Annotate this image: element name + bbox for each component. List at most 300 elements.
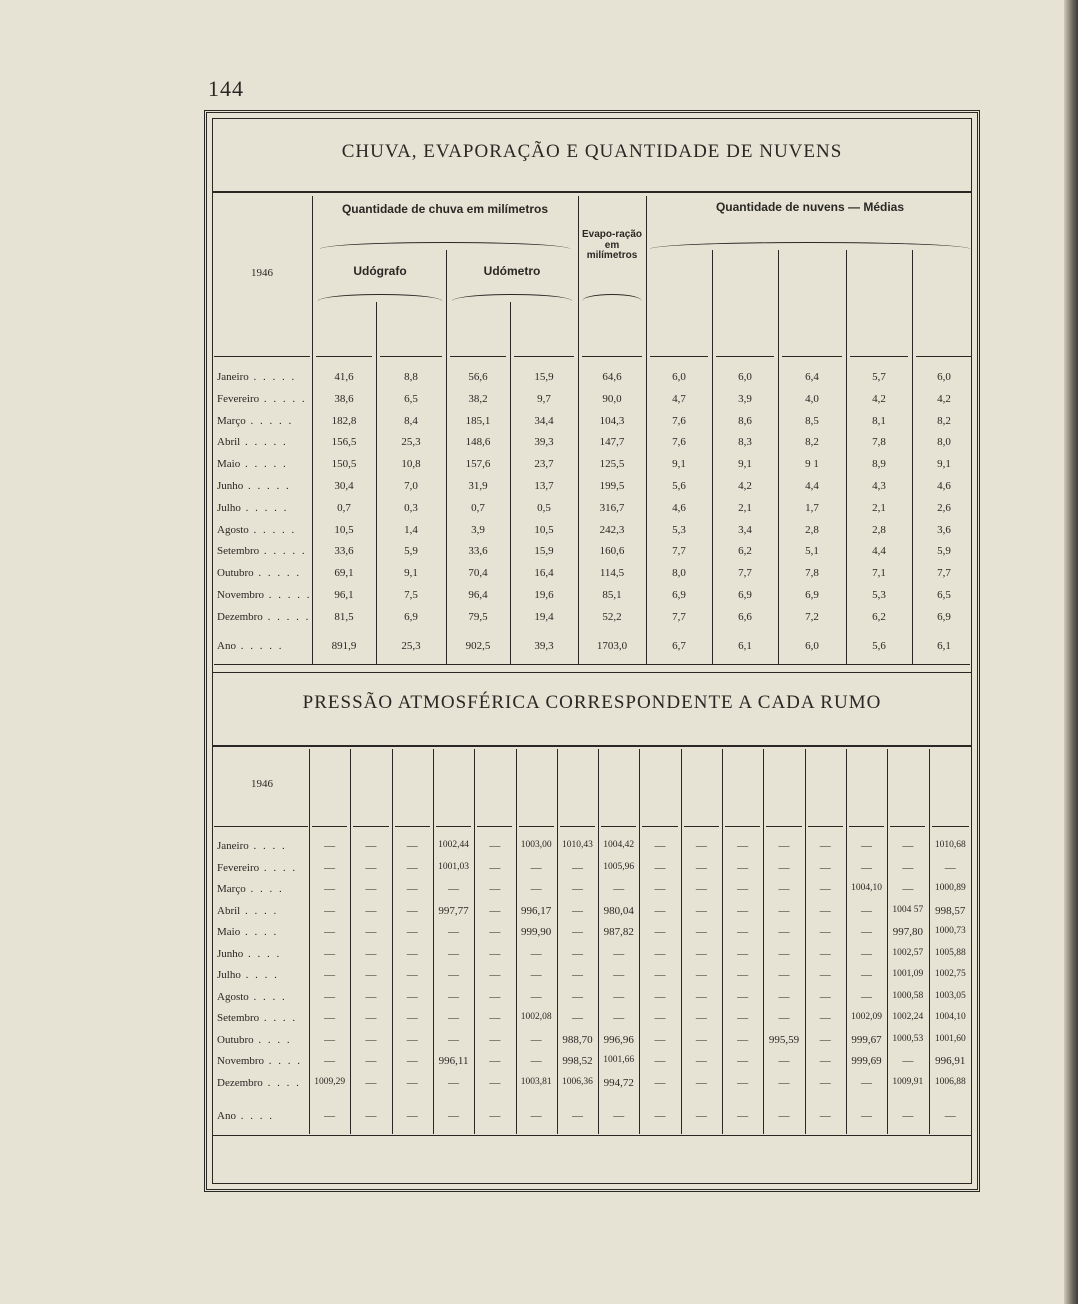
table2-cell: —: [737, 926, 749, 938]
table1-cell: 15,9: [534, 371, 554, 383]
table1-col-line: [778, 250, 779, 664]
table2-cell: —: [489, 969, 501, 981]
table1-cell: 81,5: [334, 610, 354, 623]
table2-cell: —: [530, 1033, 542, 1046]
table2-cell: —: [613, 883, 625, 895]
leader-dots: . . . .: [248, 990, 287, 1003]
table1-cell: 8,5: [805, 414, 819, 427]
table1-cell: 25,3: [401, 436, 421, 449]
table2-row-label: [217, 991, 307, 1003]
table2-col-line: [474, 749, 475, 1134]
table2-cell: 1000,58: [892, 990, 924, 1001]
table1-cell: 147,7: [599, 436, 625, 449]
month-label: Janeiro: [217, 371, 249, 383]
table1-cell: 199,5: [599, 480, 625, 492]
table1-head-rule: [650, 356, 708, 357]
table1-cell: 185,1: [465, 414, 491, 427]
table1-cell: 6,9: [404, 610, 418, 623]
table2-cell: —: [571, 926, 583, 938]
month-label: Junho: [217, 947, 244, 960]
table2-cell: —: [819, 1012, 831, 1024]
table2-cell: —: [365, 883, 377, 895]
table1-cell: 34,4: [534, 414, 554, 427]
table2-cell: —: [737, 840, 749, 852]
table2-cell: 1000,73: [934, 926, 966, 936]
table1-cell: 2,8: [805, 523, 819, 536]
table1-cell: 5,3: [672, 523, 686, 536]
table2-cell: —: [324, 1110, 336, 1122]
table2-cell: —: [530, 1055, 542, 1067]
table1-cell: 6,0: [738, 371, 752, 383]
table2-cell: —: [406, 1012, 418, 1024]
table2-row-label: [217, 905, 307, 917]
table2-head-rule: [353, 826, 388, 827]
table2-col-line: [681, 749, 682, 1134]
table2-cell: —: [778, 1055, 790, 1067]
leader-dots: . . . . .: [253, 567, 302, 580]
table2-year: 1946: [251, 778, 273, 790]
table1-cell: 38,2: [468, 392, 488, 405]
table2-cell: 994,72: [603, 1076, 634, 1089]
table2-cell: —: [530, 990, 542, 1003]
table1-cell: 8,2: [805, 436, 819, 449]
table2-cell: —: [654, 904, 666, 917]
table2-cell: —: [737, 1055, 749, 1067]
table2-cell: 1004,10: [851, 883, 882, 893]
table2-cell: —: [448, 969, 460, 981]
rain-group-header: Quantidade de chuva em milímetros: [341, 202, 549, 216]
table2-col-line: [846, 749, 847, 1134]
table1-cell: 160,6: [599, 545, 625, 558]
table1-head-rule: [450, 356, 506, 357]
table2-cell: —: [819, 1033, 831, 1046]
table2-cell: —: [819, 883, 831, 895]
leader-dots: . . . .: [259, 1012, 298, 1024]
table1-cell: 7,7: [937, 567, 951, 580]
table1-cell: 8,1: [872, 414, 886, 427]
table2-cell: —: [489, 947, 501, 960]
leader-dots: . . . . .: [243, 480, 291, 492]
table1-row-label: [217, 458, 309, 470]
table1-cell: 125,5: [599, 458, 625, 471]
table1-cell: 5,3: [872, 589, 886, 601]
table1-cell: 9,1: [937, 458, 951, 471]
table1-cell: 9,1: [672, 458, 686, 471]
table1-row-label: [217, 480, 309, 492]
table2-cell: —: [530, 969, 542, 981]
table2-cell: 1004,10: [934, 1012, 966, 1022]
table1-col-line: [912, 250, 913, 664]
table2-cell: —: [654, 947, 666, 960]
table2-cell: 1001,60: [934, 1033, 966, 1044]
table2-cell: —: [406, 904, 418, 917]
table2-cell: —: [944, 1110, 956, 1122]
udografo-header: Udógrafo: [353, 264, 407, 278]
table1-cell: 6,9: [937, 610, 951, 623]
table1-cell: 33,6: [334, 545, 354, 558]
table1-row-label: [217, 393, 309, 405]
table2-cell: —: [571, 990, 583, 1003]
table1-cell: 96,1: [334, 589, 354, 601]
table2-cell: —: [324, 840, 336, 852]
leader-dots: . . . .: [245, 883, 284, 895]
table2-cell: —: [324, 947, 336, 960]
table2-cell: —: [406, 1055, 418, 1067]
table1-row-label: [217, 640, 309, 652]
table2-cell: 997,77: [438, 904, 469, 917]
table2-cell: —: [365, 990, 377, 1003]
table1-cell: 6,5: [404, 392, 418, 405]
table2-cell: —: [861, 1076, 873, 1089]
table2-cell: —: [406, 947, 418, 960]
table1-cell: 8,6: [738, 414, 752, 427]
table2-cell: 1010,68: [934, 840, 966, 850]
table2-cell: —: [324, 904, 336, 917]
table2-cell: —: [695, 861, 707, 874]
table2-cell: 1000,89: [934, 883, 966, 893]
table1-cell: 7,7: [738, 567, 752, 580]
table1-cell: 7,8: [805, 567, 819, 580]
month-label: Março: [217, 414, 246, 427]
table2-cell: —: [530, 883, 542, 895]
table1-cell: 9 1: [805, 458, 819, 471]
table2-col-line: [763, 749, 764, 1134]
table2-cell: —: [778, 883, 790, 895]
table1-head-rule: [380, 356, 442, 357]
table2-cell: —: [489, 1012, 501, 1024]
table2-cell: —: [406, 861, 418, 874]
table2-cell: —: [654, 840, 666, 852]
table1-cell: 1,4: [404, 523, 418, 536]
table2-head-rule: [519, 826, 554, 827]
table2-cell: —: [861, 861, 873, 874]
leader-dots: . . . . .: [264, 589, 312, 601]
table2-cell: —: [695, 1076, 707, 1089]
table1-row-label: [217, 545, 309, 557]
table1-cell: 7,6: [672, 436, 686, 449]
leader-dots: . . . .: [259, 861, 298, 874]
rain-brace: [320, 242, 570, 249]
table1-cell: 6,6: [738, 610, 752, 623]
leader-dots: . . . .: [248, 840, 287, 852]
table2-cell: 1006,88: [934, 1076, 966, 1087]
table2-cell: 1002,57: [892, 947, 924, 958]
table1-cell: 0,7: [471, 501, 485, 514]
leader-dots: . . . .: [262, 1076, 301, 1089]
table2-cell: —: [778, 990, 790, 1003]
table2-cell: 1005,96: [603, 861, 635, 872]
table2-cell: —: [448, 947, 460, 960]
table2-col-line: [639, 749, 640, 1134]
table2-cell: —: [695, 1055, 707, 1067]
table2-cell: —: [695, 883, 707, 895]
table2-cell: —: [654, 1055, 666, 1067]
table2-cell: —: [695, 969, 707, 981]
table1-cell: 10,5: [334, 523, 354, 536]
clouds-brace: [650, 242, 970, 249]
table1-cell: 6,9: [738, 589, 752, 601]
table2-cell: —: [448, 1076, 460, 1089]
table1-cell: 0,3: [404, 501, 418, 514]
table2-cell: —: [448, 1012, 460, 1024]
table2-head-rule: [684, 826, 719, 827]
table2-cell: —: [819, 990, 831, 1003]
leader-dots: . . . . .: [259, 545, 307, 558]
table1-cell: 242,3: [599, 523, 625, 536]
table2-cell: —: [571, 1110, 583, 1122]
table1-cell: 6,9: [805, 589, 819, 601]
table2-cell: —: [406, 1033, 418, 1046]
month-label: Maio: [217, 458, 241, 471]
table1-bottom-rule: [214, 664, 970, 665]
month-label: Ano: [217, 1110, 236, 1122]
table2-head-rule: [932, 826, 970, 827]
table2-cell: —: [695, 904, 707, 917]
table1-cell: 9,7: [537, 392, 551, 405]
table2-head-rule: [312, 826, 347, 827]
table1-cell: 1703,0: [596, 640, 628, 652]
table2-cell: —: [695, 926, 707, 938]
table2-head-rule: [808, 826, 843, 827]
table2-cell: —: [654, 1110, 666, 1122]
table1-cell: 8,2: [937, 414, 951, 427]
month-label: Julho: [217, 969, 241, 981]
month-label: Fevereiro: [217, 392, 260, 405]
table1-cell: 6,0: [805, 640, 819, 652]
table2-cell: 1002,09: [851, 1012, 882, 1022]
table1-cell: 25,3: [401, 640, 421, 652]
table2-head-rule: [766, 826, 801, 827]
table2-cell: —: [530, 947, 542, 960]
table2-cell: —: [406, 840, 418, 852]
table2-cell: —: [861, 990, 873, 1003]
table1-cell: 33,6: [468, 545, 488, 558]
table2-stub-rule: [214, 826, 308, 827]
table2-cell: —: [406, 1076, 418, 1089]
table1-cell: 148,6: [465, 436, 491, 449]
table1-cell: 6,2: [738, 545, 752, 558]
table2-cell: —: [654, 1033, 666, 1046]
leader-dots: . . . .: [253, 1033, 292, 1046]
table1-cell: 16,4: [534, 567, 554, 580]
table2-cell: 1002,24: [892, 1012, 924, 1022]
table1-cell: 1,7: [805, 501, 819, 514]
table1-cell: 0,5: [537, 501, 551, 514]
table2-cell: 1006,36: [562, 1076, 593, 1087]
table1-cell: 156,5: [331, 436, 357, 449]
table1-cell: 8,0: [672, 567, 686, 580]
table2-col-line: [557, 749, 558, 1134]
table2-cell: —: [571, 969, 583, 981]
table2-cell: —: [324, 883, 336, 895]
table1-cell: 891,9: [331, 640, 357, 652]
table2-cell: —: [902, 1110, 914, 1122]
month-label: Maio: [217, 926, 241, 938]
table2-cell: 980,04: [603, 904, 634, 917]
table2-row-label: [217, 1077, 307, 1089]
table1-cell: 19,6: [534, 589, 554, 601]
table1-cell: 56,6: [468, 371, 488, 383]
table2-cell: —: [613, 947, 625, 960]
table1-cell: 5,6: [672, 480, 686, 492]
table2-cell: —: [737, 904, 749, 917]
table2-cell: —: [654, 1012, 666, 1024]
udografo-brace: [318, 294, 442, 301]
table1-row-label: [217, 567, 309, 579]
table1-cell: 10,8: [401, 458, 421, 471]
table2-col-line: [722, 749, 723, 1134]
table2-cell: —: [324, 969, 336, 981]
table2-cell: 1003,00: [520, 840, 552, 850]
table1-cell: 4,2: [872, 392, 886, 405]
table1-cell: 7,7: [672, 545, 686, 558]
table2-cell: —: [778, 1012, 790, 1024]
table2-cell: —: [406, 990, 418, 1003]
table1-cell: 6,9: [672, 589, 686, 601]
table2-cell: —: [489, 990, 501, 1003]
table2-cell: —: [448, 1110, 460, 1122]
table2-row-label: [217, 1012, 307, 1024]
table1-cell: 5,9: [937, 545, 951, 558]
month-label: Novembro: [217, 1055, 265, 1067]
leader-dots: . . . . .: [235, 640, 284, 652]
table1-top-rule: [212, 191, 972, 193]
table1-cell: 7,6: [672, 414, 686, 427]
table2-cell: —: [819, 1110, 831, 1122]
table2-cell: 996,11: [438, 1055, 469, 1067]
table2-cell: —: [902, 1055, 914, 1067]
table2-cell: —: [365, 904, 377, 917]
table2-cell: 996,91: [935, 1055, 966, 1067]
table2-header-rule: [212, 745, 972, 747]
table2-cell: —: [324, 861, 336, 874]
table2-col-line: [887, 749, 888, 1134]
evaporation-brace: [582, 294, 642, 301]
table1-cell: 85,1: [602, 589, 622, 601]
table2-cell: 998,57: [935, 904, 966, 917]
table1-col-line: [510, 302, 511, 664]
table1-cell: 6,1: [738, 640, 752, 652]
evaporation-header: Evapo-ração em milímetros: [581, 229, 643, 261]
table2-row-label: [217, 948, 307, 960]
table1-cell: 7,8: [872, 436, 886, 449]
table2-col-line: [598, 749, 599, 1134]
table1-cell: 39,3: [534, 640, 554, 652]
leader-dots: . . . .: [240, 904, 279, 917]
table1-cell: 9,1: [738, 458, 752, 471]
month-label: Agosto: [217, 990, 249, 1003]
table2-cell: —: [695, 990, 707, 1003]
table2-cell: —: [365, 926, 377, 938]
table2-cell: —: [695, 947, 707, 960]
table2-cell: —: [695, 1033, 707, 1046]
month-label: Fevereiro: [217, 861, 260, 874]
table1-cell: 2,8: [872, 523, 886, 536]
table2-cell: —: [695, 1012, 707, 1024]
table1-cell: 69,1: [334, 567, 354, 580]
table2-cell: —: [778, 947, 790, 960]
table1-year: 1946: [251, 267, 273, 279]
table1-cell: 30,4: [334, 480, 354, 492]
table2-cell: —: [324, 926, 336, 938]
table2-cell: —: [778, 1076, 790, 1089]
table1-cell: 90,0: [602, 392, 622, 405]
table1-cell: 5,1: [805, 545, 819, 558]
table1-cell: 182,8: [331, 414, 357, 427]
table2-cell: —: [489, 1055, 501, 1067]
table2-cell: —: [819, 861, 831, 874]
table2-cell: —: [695, 1110, 707, 1122]
table1-cell: 6,2: [872, 610, 886, 623]
table1-cell: 23,7: [534, 458, 554, 471]
table2-cell: —: [448, 990, 460, 1003]
table1-row-label: [217, 415, 309, 427]
table2-cell: —: [737, 1110, 749, 1122]
table2-cell: —: [489, 840, 501, 852]
table2-cell: —: [819, 947, 831, 960]
leader-dots: . . . . .: [245, 414, 294, 427]
table1-cell: 64,6: [602, 371, 622, 383]
table2-cell: —: [489, 1110, 501, 1122]
table1-cell: 96,4: [468, 589, 488, 601]
table1-cell: 39,3: [534, 436, 554, 449]
table2-bottom-rule: [212, 1135, 972, 1136]
table2-head-rule: [477, 826, 512, 827]
leader-dots: . . . .: [240, 969, 279, 981]
table2-cell: —: [778, 861, 790, 874]
table2-row-label: [217, 1110, 307, 1122]
table2-cell: 1004 57: [892, 904, 924, 915]
table2-cell: 1009,91: [892, 1076, 924, 1087]
table2-cell: —: [613, 990, 625, 1003]
table2-cell: —: [902, 861, 914, 874]
table2-title: PRESSÃO ATMOSFÉRICA CORRESPONDENTE A CADA RUMO: [302, 692, 882, 713]
table1-cell: 150,5: [331, 458, 357, 471]
table2-cell: —: [365, 1033, 377, 1046]
table2-cell: —: [861, 904, 873, 917]
leader-dots: . . . .: [264, 1055, 303, 1067]
table2-head-rule: [890, 826, 925, 827]
leader-dots: . . . . .: [240, 501, 289, 514]
table2-cell: —: [654, 1076, 666, 1089]
table2-cell: 1000,53: [892, 1033, 924, 1044]
month-label: Abril: [217, 436, 241, 449]
table2-cell: —: [778, 969, 790, 981]
table2-cell: —: [737, 1012, 749, 1024]
table1-cell: 8,0: [937, 436, 951, 449]
table2-cell: —: [571, 1012, 583, 1024]
table2-cell: —: [489, 926, 501, 938]
table2-cell: —: [861, 926, 873, 938]
table2-cell: 1003,05: [934, 990, 966, 1001]
table2-cell: —: [737, 861, 749, 874]
month-label: Outubro: [217, 1033, 254, 1046]
table2-cell: 997,80: [892, 926, 923, 938]
table1-head-rule: [782, 356, 842, 357]
table2-cell: —: [613, 1110, 625, 1122]
table1-cell: 70,4: [468, 567, 488, 580]
table1-cell: 0,7: [337, 501, 351, 514]
table2-col-line: [433, 749, 434, 1134]
table2-cell: —: [902, 840, 914, 852]
month-label: Setembro: [217, 545, 260, 558]
table1-cell: 5,7: [872, 371, 886, 383]
month-label: Dezembro: [217, 610, 263, 623]
table2-cell: —: [902, 883, 914, 895]
table1-cell: 4,4: [872, 545, 886, 558]
table1-cell: 10,5: [534, 523, 554, 536]
table2-head-rule: [560, 826, 595, 827]
